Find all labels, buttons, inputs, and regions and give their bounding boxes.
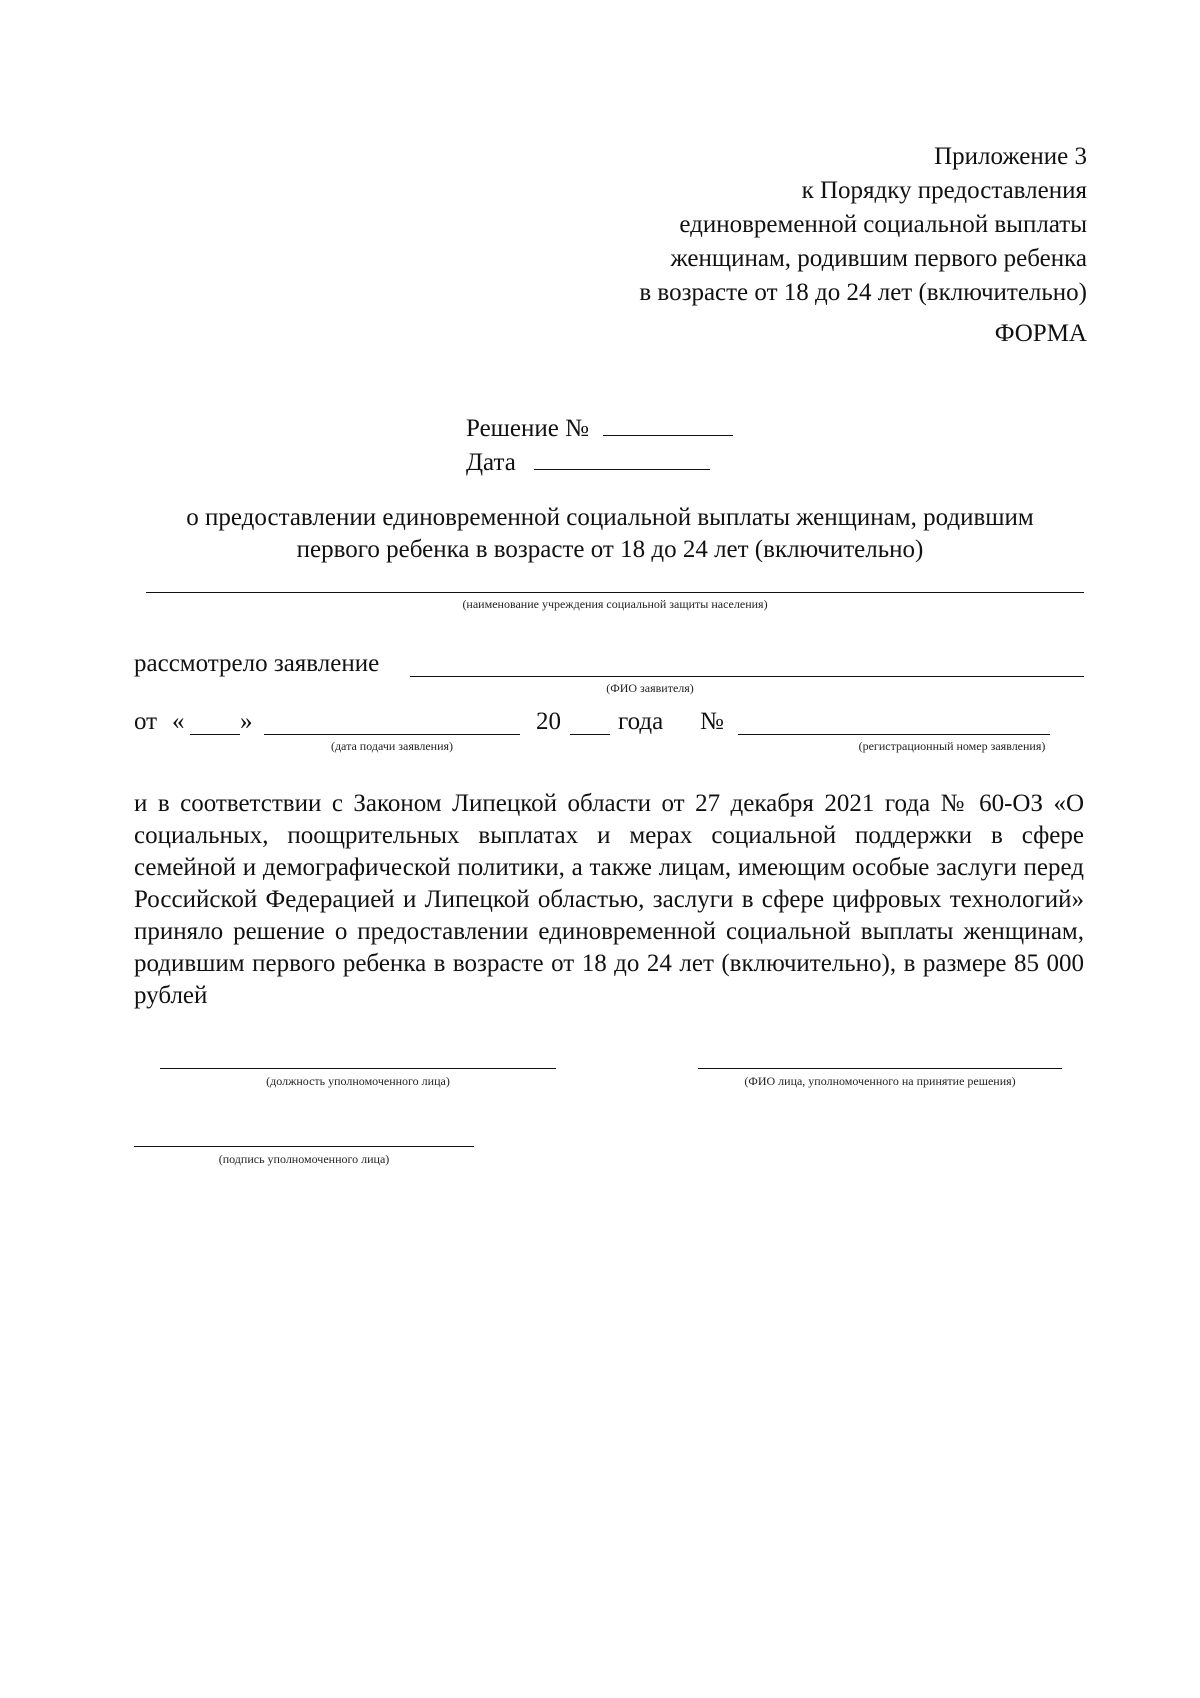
date-caption: (дата подачи заявления): [330, 739, 454, 753]
application-label: рассмотрело заявление: [134, 650, 380, 677]
month-field[interactable]: [264, 734, 520, 735]
institution-caption: (наименование учреждения социальной защиты населения): [462, 597, 768, 611]
decision-number-label: Решение №: [466, 415, 589, 442]
registration-number-field[interactable]: [738, 734, 1050, 735]
registration-caption: (регистрационный номер заявления): [858, 739, 1046, 753]
decision-number-row: [466, 412, 733, 446]
number-sign: №: [700, 708, 724, 735]
decision-block: [466, 412, 733, 480]
quote-open: «: [172, 708, 185, 735]
year-suffix: года: [618, 708, 664, 735]
appendix-line-2: к Порядку предоставления: [801, 177, 1087, 204]
appendix-line-3: единовременной социальной выплаты: [679, 211, 1087, 238]
appendix-header: [639, 140, 1087, 310]
subject-line-1: о предоставлении единовременной социальной выплаты женщинам, родившим: [186, 504, 1034, 531]
decision-date-field[interactable]: [534, 447, 710, 470]
subject-line-2: первого ребенка в возрасте от 18 до 24 лет (включительно): [296, 536, 924, 563]
signature-caption: (подпись уполномоченного лица): [218, 1152, 390, 1166]
form-label: ФОРМА: [994, 320, 1087, 347]
year-field[interactable]: [570, 734, 610, 735]
day-field[interactable]: [190, 734, 240, 735]
applicant-name-caption: (ФИО заявителя): [606, 681, 694, 695]
quote-close: »: [240, 708, 253, 735]
appendix-line-5: в возрасте от 18 до 24 лет (включительно): [639, 279, 1087, 306]
position-caption: (должность уполномоченного лица): [266, 1074, 450, 1088]
applicant-name-field[interactable]: [410, 676, 1084, 677]
decision-date-label: Дата: [466, 449, 516, 476]
position-field[interactable]: [160, 1068, 556, 1069]
authorized-name-field[interactable]: [698, 1068, 1062, 1069]
authorized-name-caption: (ФИО лица, уполномоченного на принятие решения): [744, 1074, 1016, 1088]
decision-date-row: [466, 446, 733, 480]
decision-number-field[interactable]: [603, 413, 733, 436]
appendix-line-1: Приложение 3: [934, 143, 1087, 170]
appendix-line-4: женщинам, родившим первого ребенка: [670, 245, 1087, 272]
signature-field[interactable]: [134, 1146, 474, 1147]
institution-field[interactable]: [146, 592, 1084, 593]
decision-body: и в соответствии с Законом Липецкой области от 27 декабря 2021 года № 60-ОЗ «О социальных, поощрительных выплатах и мерах социальной поддержки в сфере семейной и демографической политики, а также лицам, имеющим особые заслуги перед Российской Федерацией и Липецкой областью, заслуги в сфере цифровых технологий» приняло решение о предоставлении единовременной социальной выплаты женщинам, родившим первого ребенка в возрасте от 18 до 24 лет (включительно), в размере 85 000 рублей: [134, 790, 1084, 1009]
date-from-label: от: [134, 708, 158, 735]
year-prefix: 20: [536, 708, 561, 735]
decision-subject: [130, 502, 1090, 566]
